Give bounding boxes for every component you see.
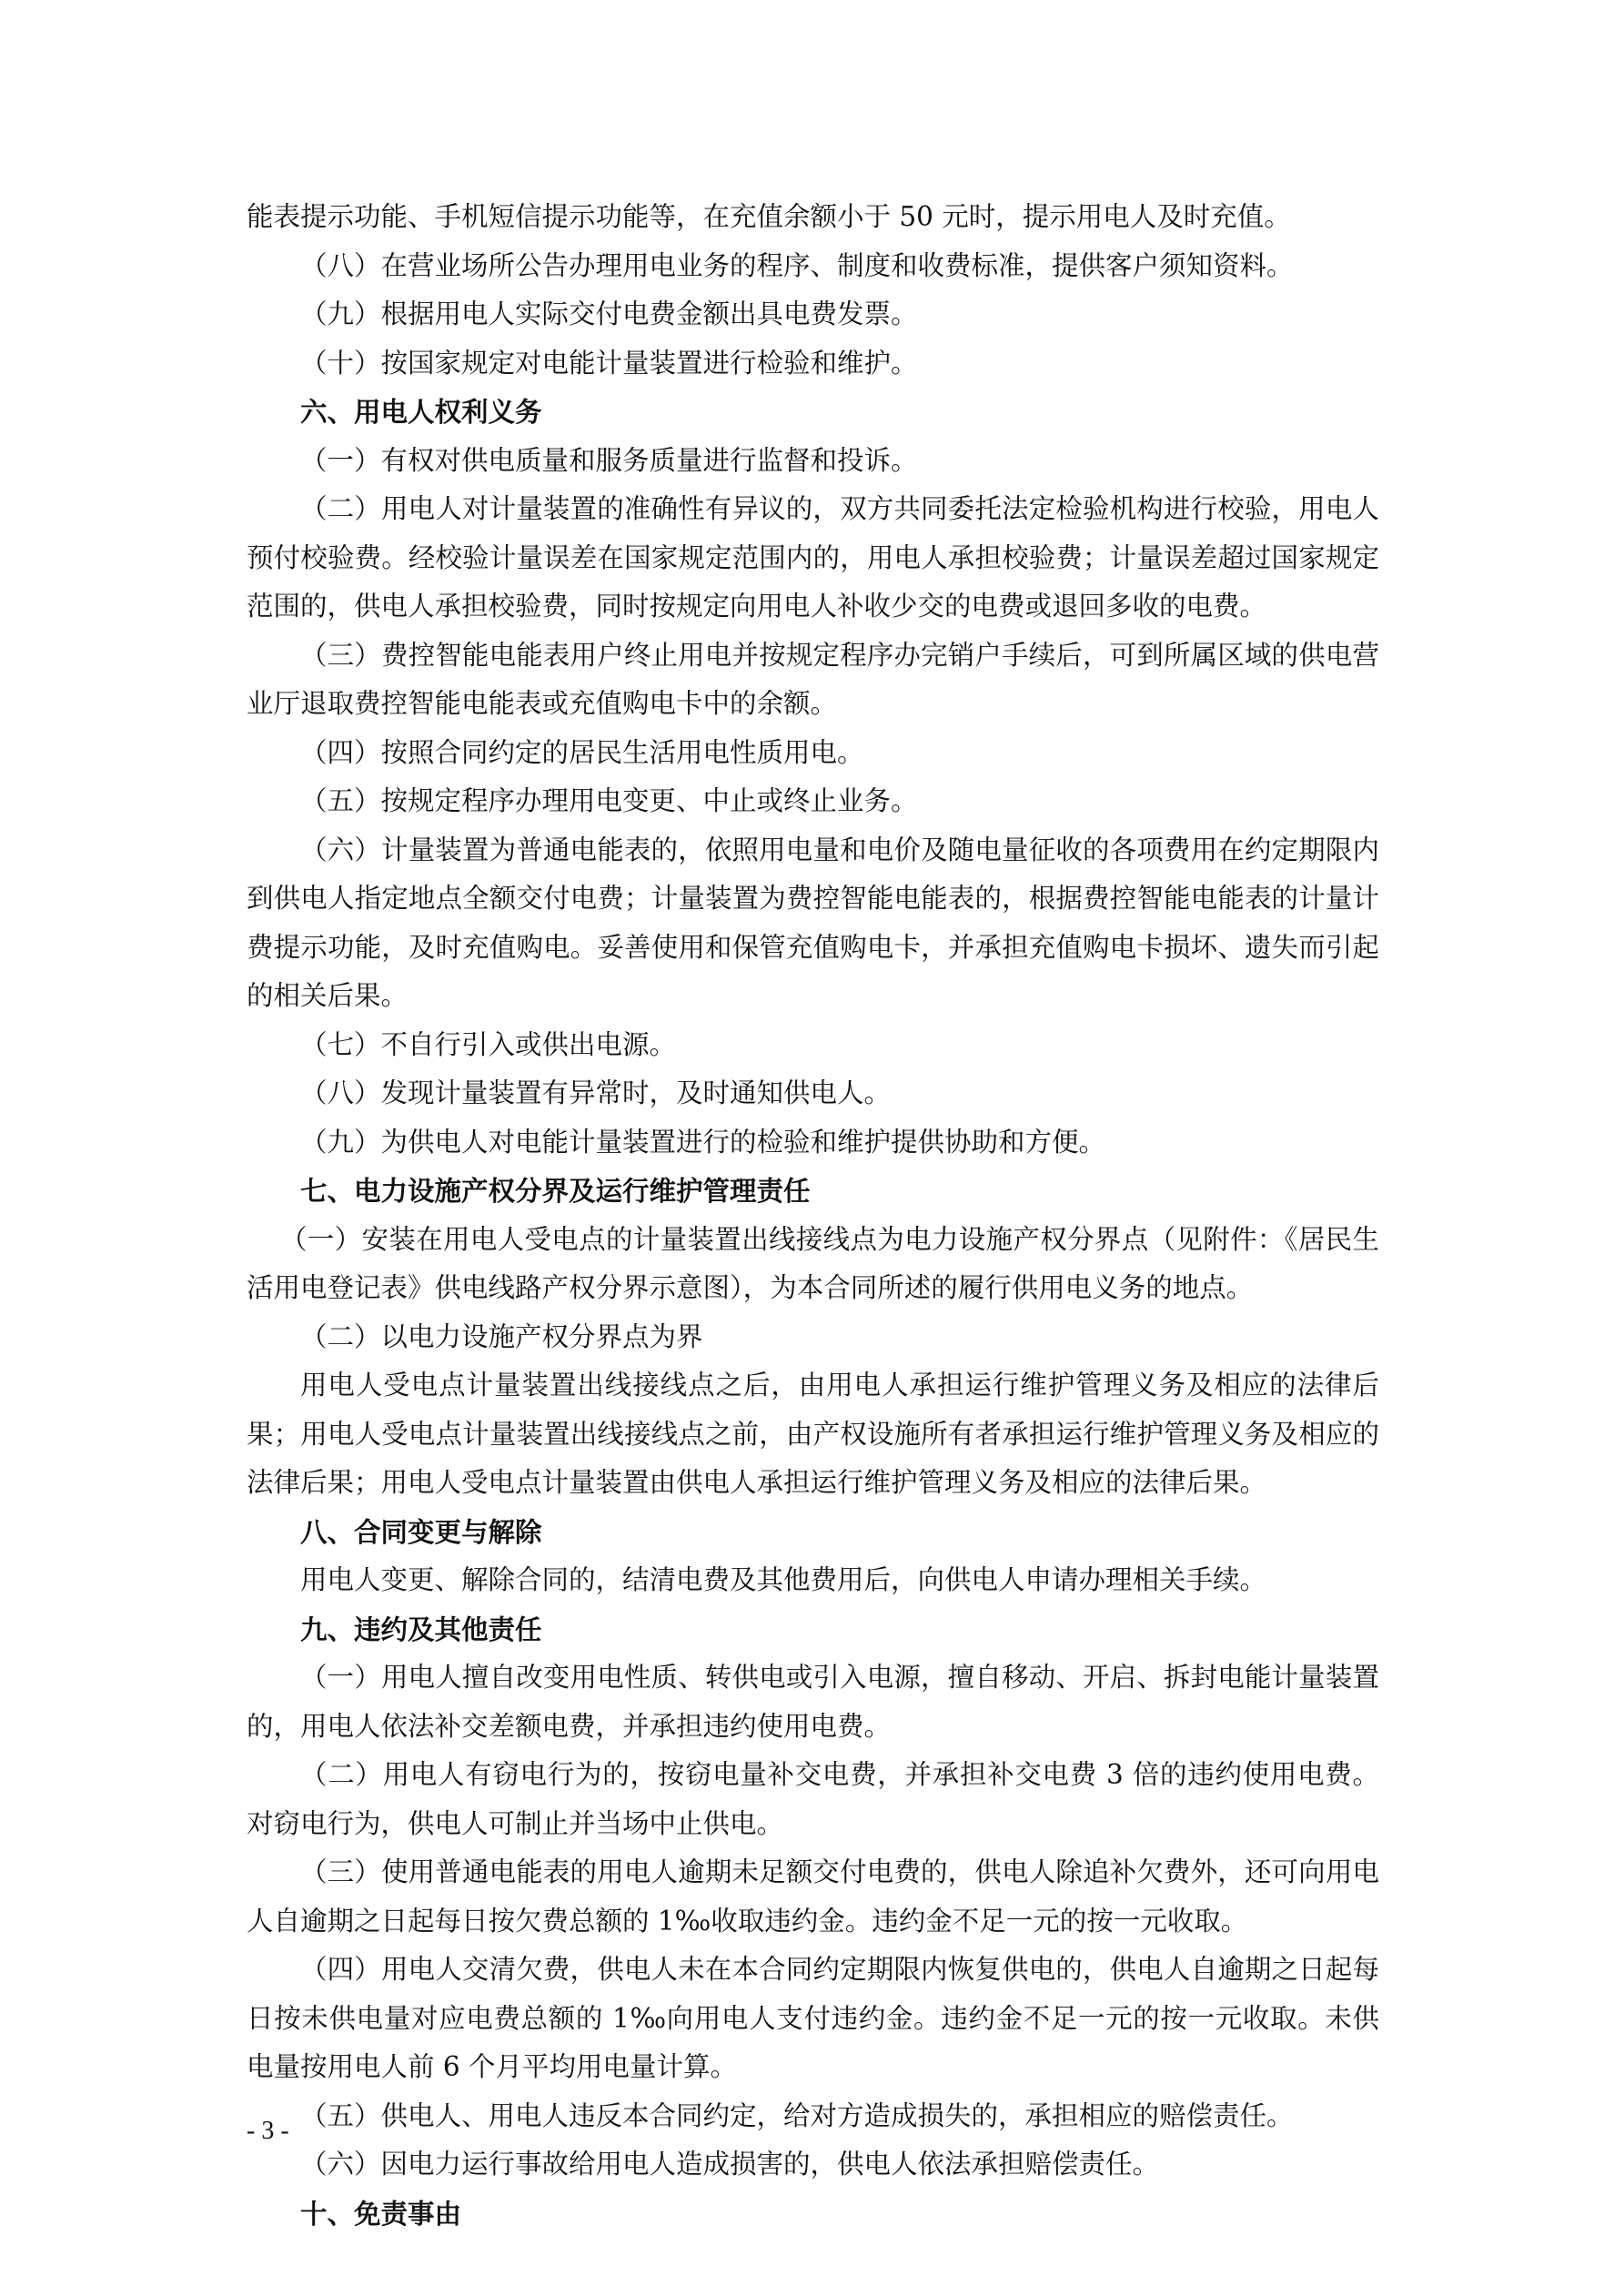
- section-heading-7: 七、电力设施产权分界及运行维护管理责任: [300, 1175, 811, 1207]
- clause-6-2: （二）用电人对计量装置的准确性有异议的，双方共同委托法定检验机构进行校验，用电人预付校验费。经校验计量误差在国家规定范围内的，用电人承担校验费；计量误差超过国家规定范围的，供电人承担校验费，同时按规定向用电人补收少交的电费或退回多收的电费。: [247, 493, 1379, 622]
- section-heading-10: 十、免责事由: [300, 2197, 462, 2230]
- clause-9-3: （三）使用普通电能表的用电人逾期未足额交付电费的，供电人除追补欠费外，还可向用电人自逾期之日起每日按欠费总额的 1‰收取违约金。违约金不足一元的按一元收取。: [247, 1856, 1379, 1937]
- clause-9-6: （六）因电力运行事故给用电人造成损害的，供电人依法承担赔偿责任。: [300, 2149, 1160, 2180]
- clause-6-3: （三）费控智能电能表用户终止用电并按规定程序办完销户手续后，可到所属区域的供电营业厅退取费控智能电能表或充值购电卡中的余额。: [247, 639, 1379, 719]
- paragraph-continuation: 能表提示功能、手机短信提示功能等，在充值余额小于 50 元时，提示用电人及时充值。: [247, 201, 1291, 232]
- section-heading-8: 八、合同变更与解除: [300, 1515, 542, 1548]
- clause-6-1: （一）有权对供电质量和服务质量进行监督和投诉。: [300, 444, 918, 476]
- clause-6-6: （六）计量装置为普通电能表的，依照用电量和电价及随电量征收的各项费用在约定期限内到供电人指定地点全额交付电费；计量装置为费控智能电能表的，根据费控智能电能表的计量计费提示功能，及时充值购电。妥善使用和保管充值购电卡，并承担充值购电卡损坏、遗失而引起的相关后果。: [247, 834, 1379, 1011]
- clause-9-5: （五）供电人、用电人违反本合同约定，给对方造成损失的，承担相应的赔偿责任。: [300, 2099, 1294, 2131]
- section-heading-9: 九、违约及其他责任: [300, 1613, 542, 1645]
- clause-8-body: 用电人变更、解除合同的，结清电费及其他费用后，向供电人申请办理相关手续。: [300, 1564, 1267, 1595]
- section-heading-6: 六、用电人权利义务: [300, 396, 542, 428]
- clause-6-9: （九）为供电人对电能计量装置进行的检验和维护提供协助和方便。: [300, 1126, 1106, 1158]
- clause-6-4: （四）按照合同约定的居民生活用电性质用电。: [300, 736, 864, 768]
- clause-9-2: （二）用电人有窃电行为的，按窃电量补交电费，并承担补交电费 3 倍的违约使用电费。对窃电行为，供电人可制止并当场中止供电。: [247, 1759, 1379, 1839]
- clause-5-9: （九）根据用电人实际交付电费金额出具电费发票。: [300, 298, 918, 329]
- clause-5-10: （十）按国家规定对电能计量装置进行检验和维护。: [300, 347, 918, 379]
- clause-7-2-body: 用电人受电点计量装置出线接线点之后，由用电人承担运行维护管理义务及相应的法律后果；用电人受电点计量装置出线接线点之前，由产权设施所有者承担运行维护管理义务及相应的法律后果；用电人受电点计量装置由供电人承担运行维护管理义务及相应的法律后果。: [247, 1370, 1379, 1498]
- clause-7-2: （二）以电力设施产权分界点为界: [300, 1320, 703, 1352]
- clause-6-8: （八）发现计量装置有异常时，及时通知供电人。: [300, 1077, 892, 1108]
- page-number: - 3 -: [247, 2117, 289, 2145]
- clause-7-1: （一）安装在用电人受电点的计量装置出线接线点为电力设施产权分界点（见附件：《居民生活用电登记表》供电线路产权分界示意图），为本合同所述的履行供用电义务的地点。: [247, 1223, 1379, 1303]
- clause-5-8: （八）在营业场所公告办理用电业务的程序、制度和收费标准，提供客户须知资料。: [300, 249, 1294, 281]
- clause-6-5: （五）按规定程序办理用电变更、中止或终止业务。: [300, 785, 918, 816]
- document-body: [247, 193, 1379, 2238]
- clause-9-1: （一）用电人擅自改变用电性质、转供电或引入电源，擅自移动、开启、拆封电能计量装置的，用电人依法补交差额电费，并承担违约使用电费。: [247, 1662, 1379, 1742]
- clause-6-7: （七）不自行引入或供出电源。: [300, 1028, 677, 1060]
- clause-9-4: （四）用电人交清欠费，供电人未在本合同约定期限内恢复供电的，供电人自逾期之日起每日按未供电量对应电费总额的 1‰向用电人支付违约金。违约金不足一元的按一元收取。未供电量按用电人前 6 个月平均用电量计算。: [247, 1954, 1379, 2082]
